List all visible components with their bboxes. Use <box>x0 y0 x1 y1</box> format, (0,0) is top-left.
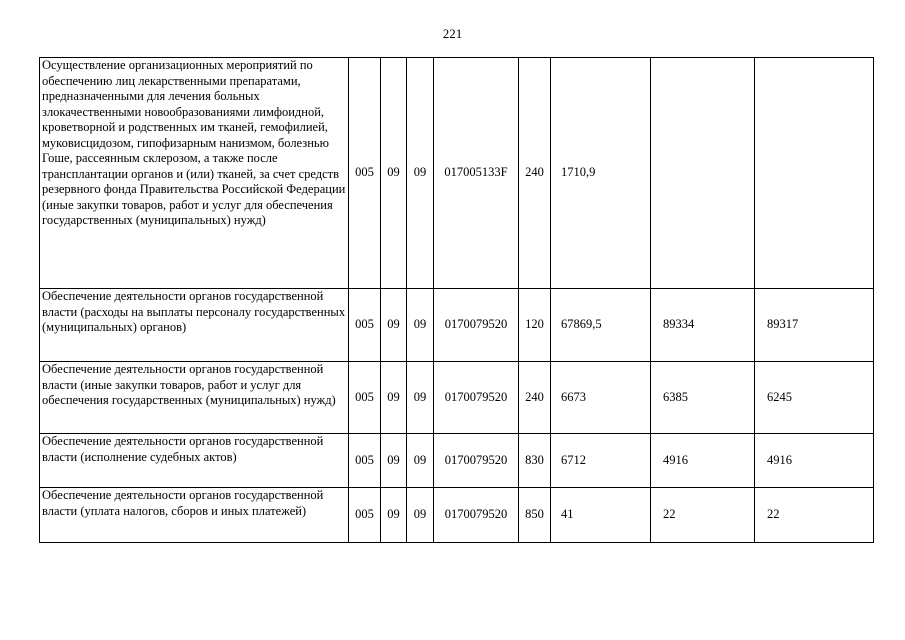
expense-type-code: 830 <box>519 434 551 488</box>
ministry-code: 005 <box>349 434 381 488</box>
target-article-code: 0170079520 <box>434 434 519 488</box>
section-code: 09 <box>381 58 407 289</box>
row-description: Осуществление организационных мероприятий по обеспечению лиц лекарственными препаратами, предназначенными для лечения больных злокачественными новообразованиями лимфоидной, кроветворной и родственных им тканей, гемофилией, муковисцидозом, гипофизарным нанизмом, болезнью Гоше, рассеянным склерозом, а также после трансплантации органов и (или) тканей, за счет средств резервного фонда Правительства Российской Федерации (иные закупки товаров, работ и услуг для обеспечения государственных (муниципальных) нужд) <box>40 58 349 289</box>
amount-year-2 <box>651 58 755 289</box>
expense-type-code: 850 <box>519 488 551 543</box>
table-row <box>40 289 874 362</box>
row-description: Обеспечение деятельности органов государственной власти (уплата налогов, сборов и иных платежей) <box>40 488 349 543</box>
ministry-code: 005 <box>349 488 381 543</box>
section-code: 09 <box>381 362 407 434</box>
target-article-code: 0170079520 <box>434 289 519 362</box>
amount-year-1: 41 <box>551 488 651 543</box>
amount-year-1: 6673 <box>551 362 651 434</box>
target-article-code: 0170079520 <box>434 488 519 543</box>
subsection-code: 09 <box>407 289 434 362</box>
table-row <box>40 362 874 434</box>
amount-year-3 <box>755 58 874 289</box>
amount-year-2: 89334 <box>651 289 755 362</box>
ministry-code: 005 <box>349 289 381 362</box>
expense-type-code: 120 <box>519 289 551 362</box>
amount-year-3: 4916 <box>755 434 874 488</box>
expense-type-code: 240 <box>519 362 551 434</box>
ministry-code: 005 <box>349 362 381 434</box>
row-description: Обеспечение деятельности органов государственной власти (расходы на выплаты персоналу государственных (муниципальных) органов) <box>40 289 349 362</box>
table-row <box>40 434 874 488</box>
subsection-code: 09 <box>407 488 434 543</box>
target-article-code: 0170079520 <box>434 362 519 434</box>
section-code: 09 <box>381 289 407 362</box>
amount-year-2: 6385 <box>651 362 755 434</box>
target-article-code: 017005133F <box>434 58 519 289</box>
table-row <box>40 58 874 289</box>
amount-year-3: 22 <box>755 488 874 543</box>
amount-year-2: 22 <box>651 488 755 543</box>
table-row <box>40 488 874 543</box>
ministry-code: 005 <box>349 58 381 289</box>
amount-year-3: 89317 <box>755 289 874 362</box>
amount-year-2: 4916 <box>651 434 755 488</box>
expense-type-code: 240 <box>519 58 551 289</box>
section-code: 09 <box>381 434 407 488</box>
amount-year-3: 6245 <box>755 362 874 434</box>
page-number: 221 <box>442 26 463 41</box>
subsection-code: 09 <box>407 434 434 488</box>
subsection-code: 09 <box>407 58 434 289</box>
budget-table <box>39 57 874 543</box>
amount-year-1: 6712 <box>551 434 651 488</box>
amount-year-1: 67869,5 <box>551 289 651 362</box>
amount-year-1: 1710,9 <box>551 58 651 289</box>
subsection-code: 09 <box>407 362 434 434</box>
row-description: Обеспечение деятельности органов государственной власти (исполнение судебных актов) <box>40 434 349 488</box>
row-description: Обеспечение деятельности органов государственной власти (иные закупки товаров, работ и услуг для обеспечения государственных (муниципальных) нужд) <box>40 362 349 434</box>
section-code: 09 <box>381 488 407 543</box>
